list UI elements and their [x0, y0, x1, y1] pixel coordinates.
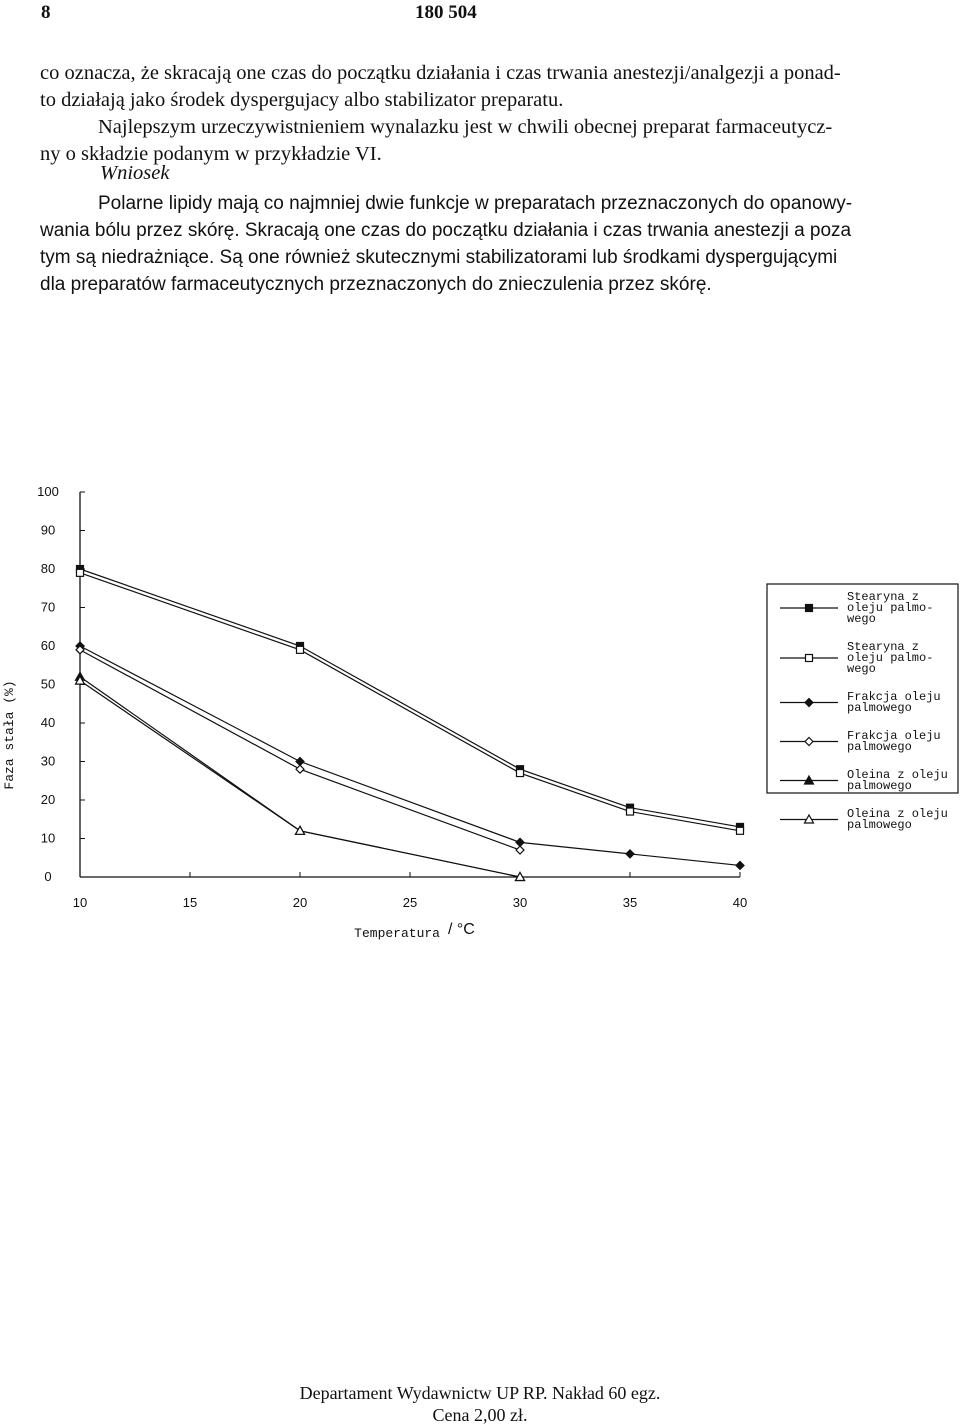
series-6	[76, 676, 525, 880]
page-number: 8	[41, 2, 51, 23]
section-heading: Wniosek	[100, 162, 170, 184]
paragraph-line: Najlepszym urzeczywistnieniem wynalazku jest w chwili obecnej preparat farmaceutycz-	[98, 116, 833, 138]
legend-label: palmowego	[847, 740, 912, 754]
legend-label: Stearyna z	[847, 640, 920, 654]
paragraph-3	[40, 190, 924, 298]
y-tick-label: 60	[40, 638, 56, 653]
data-point	[296, 758, 304, 766]
legend-label: wego	[847, 612, 876, 626]
chart-legend	[767, 584, 958, 832]
series-1	[77, 566, 744, 831]
y-tick-label: 100	[37, 484, 59, 499]
x-tick-label: 30	[512, 895, 528, 910]
legend-item	[780, 640, 933, 676]
series-3	[76, 642, 744, 869]
footer-price: Cena 2,00 zł.	[432, 1405, 528, 1425]
legend-swatch-marker	[805, 738, 813, 746]
data-point	[516, 838, 524, 846]
data-point	[296, 826, 305, 834]
y-tick-label: 50	[40, 676, 56, 692]
y-tick-label: 90	[40, 522, 56, 538]
legend-label: wego	[847, 662, 876, 676]
legend-label: palmowego	[847, 779, 912, 793]
y-axis-label: Faza stała (%)	[2, 680, 17, 790]
data-point	[627, 808, 634, 815]
series-layer	[76, 566, 745, 881]
paragraph-1	[40, 60, 924, 114]
legend-label: Frakcja oleju	[847, 729, 941, 743]
x-axis-ticks	[73, 872, 747, 910]
legend-label: palmowego	[847, 818, 912, 832]
y-tick-label: 80	[40, 561, 56, 576]
series-line	[80, 677, 520, 877]
series-line	[80, 650, 520, 850]
series-line	[80, 573, 740, 831]
line-chart	[0, 470, 960, 950]
y-tick-label: 20	[40, 792, 56, 807]
x-tick-label: 20	[292, 895, 308, 910]
legend-item	[780, 690, 941, 715]
x-tick-label: 25	[402, 895, 418, 910]
paragraph-line: co oznacza, że skracają one czas do początku działania i czas trwania anestezji/analgezji a ponad-	[40, 62, 841, 84]
paragraph-2	[40, 114, 924, 168]
series-line	[80, 681, 520, 877]
legend-label: Frakcja oleju	[847, 690, 941, 704]
paragraph-line: ny o składzie podanym w przykładzie VI.	[40, 143, 382, 165]
legend-label: palmowego	[847, 701, 912, 715]
x-axis-label: Temperatura	[354, 926, 440, 941]
legend-item	[780, 590, 933, 626]
x-tick-label: 15	[182, 895, 198, 910]
series-4	[76, 646, 524, 854]
legend-item	[780, 768, 948, 793]
x-tick-label: 35	[622, 895, 638, 910]
document-number: 180 504	[415, 2, 477, 23]
chart-axes	[80, 492, 740, 877]
legend-label: Stearyna z	[847, 590, 920, 604]
y-tick-label: 70	[40, 599, 56, 615]
x-tick-label: 40	[732, 895, 748, 910]
series-5	[76, 672, 525, 880]
paragraph-line: Polarne lipidy mają co najmniej dwie funkcje w preparatach przeznaczonych do opanowy-	[98, 193, 853, 214]
data-point	[77, 569, 84, 576]
legend-label: Oleina z oleju	[847, 768, 948, 782]
data-point	[516, 846, 524, 854]
paragraph-line: to działają jako środek dyspergujacy albo stabilizator preparatu.	[40, 89, 564, 111]
paragraph-line: wania bólu przez skórę. Skracają one czas do początku działania i czas trwania anestezji a poza	[40, 220, 852, 241]
legend-label: oleju palmo-	[847, 601, 934, 615]
y-tick-label: 30	[40, 753, 56, 769]
legend-item	[780, 729, 941, 754]
legend-label: oleju palmo-	[847, 651, 934, 665]
paragraph-line: tym są niedrażniące. Są one również skutecznymi stabilizatorami lub środkami dyspergującymi	[40, 247, 838, 268]
legend-label: Oleina z oleju	[847, 807, 948, 821]
legend-item	[780, 807, 948, 832]
legend-swatch-marker	[806, 655, 813, 662]
data-point	[296, 765, 304, 773]
x-axis-unit: / °C	[448, 921, 475, 938]
data-point	[297, 646, 304, 653]
legend-swatch-marker	[805, 699, 813, 707]
legend-swatch-marker	[806, 605, 813, 612]
data-point	[517, 770, 524, 777]
x-tick-label: 10	[72, 895, 88, 910]
paragraph-line: dla preparatów farmaceutycznych przeznaczonych do znieczulenia przez skórę.	[40, 274, 712, 295]
y-tick-label: 40	[40, 715, 56, 730]
footer	[0, 1382, 960, 1426]
series-line	[80, 646, 740, 865]
data-point	[736, 861, 744, 869]
footer-publisher: Departament Wydawnictw UP RP. Nakład 60 egz.	[299, 1383, 661, 1403]
data-point	[626, 850, 634, 858]
data-point	[737, 827, 744, 834]
y-tick-label: 10	[40, 830, 56, 846]
y-tick-label: 0	[44, 869, 52, 884]
